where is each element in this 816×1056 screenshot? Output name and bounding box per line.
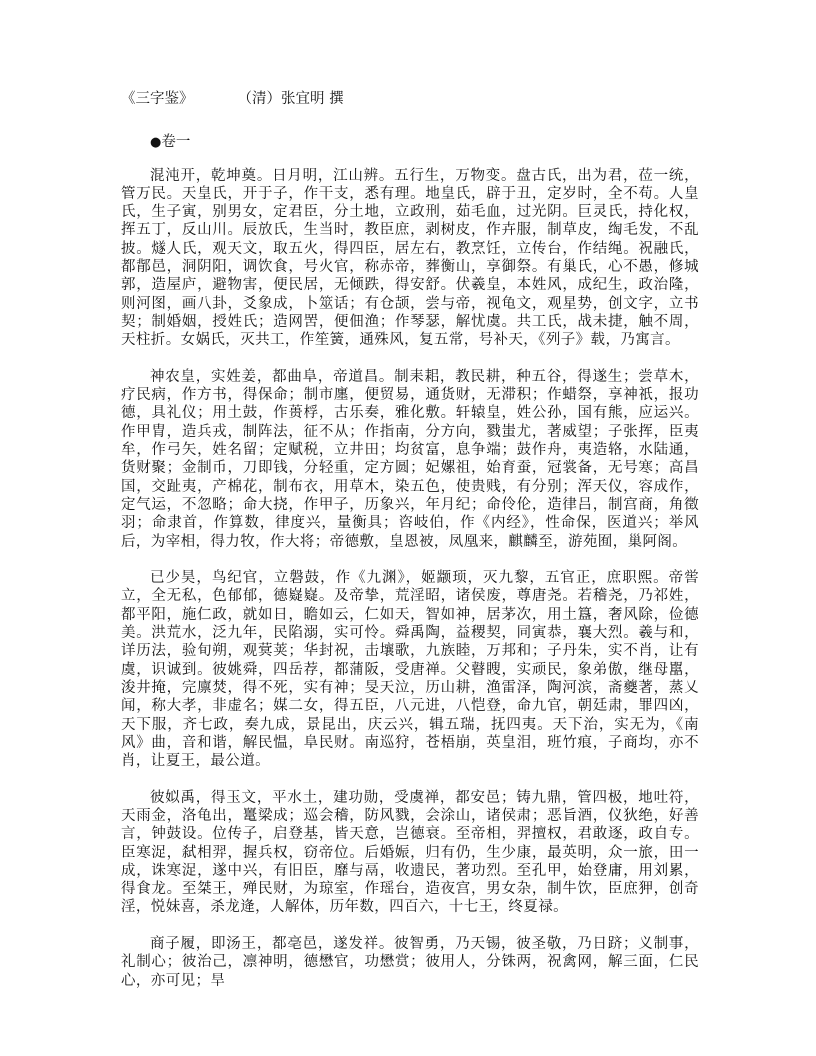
bullet-icon: ●: [150, 135, 162, 151]
paragraph-3: 已少昊，鸟纪官，立磐鼓，作《九渊》，姬颛顼，灭九黎，五官正，庶职熙。帝喾立，全无私，色郁郁，德嶷嶷。及帝挚，荒淫昭，诸侯废，尊唐尧。若稽尧，乃祁姓，都平阳，施仁政，就如日，瞻如云，仁如天，智如神，居茅次，用土簋，奢风除，俭德美。洪荒水，泛九年，民陷溺，实可怜。舜禹陶，益稷契，同寅恭，襄大烈。羲与和，详历法，验旬朔，观蓂荚；华封祝，击壤歌，九族睦，万邦和；子丹朱，实不肖，让有虞，识诚到。彼姚舜，四岳荐，都蒲阪，受唐禅。父瞽瞍，实顽民，象弟傲，继母嚚，浚井掩，完廪焚，得不死，实有神；旻天泣，历山耕，渔雷泽，陶河滨，斋夔著，蒸乂闻，称大孝，非虚名；媒二女，得五臣，八元进，八恺登，命九官，朝廷肃，罪四凶，天下服，齐七政，奏九成，景昆出，庆云兴，辑五瑞，抚四夷。天下治，实无为，《南风》曲，音和谐，解民愠，阜民财。南巡狩，苍梧崩，英皇泪，班竹痕，子商均，亦不肖，让夏王，最公道。: [121, 570, 699, 770]
paragraph-2: 神农皇，实姓姜，都曲阜，帝道昌。制耒耜，教民耕，种五谷，得遂生；尝草木，疗民病，作方书，得保命；制市廛，便贸易，通货财，无滞积；作蜡祭，享神祇，报功德，具礼仪；用土鼓，作蒉桴，古乐奏，雅化敷。轩辕皇，姓公孙，国有熊，应运兴。作甲胄，造兵戎，制阵法，征不从；作指南，分方向，戮蚩尤，著威望；子张挥，臣夷牟，作弓矢，姓名留；定赋税，立井田；均贫富，息争端；鼓作舟，夷造辂，水陆通，货财聚；金制币，刀即钱，分轻重，定方圆；妃嫘祖，始育蚕，冠裳备，无号寒；高昌国，交趾夷，产棉花，制布衣，用草木，染五色，使贵贱，有分别；浑天仪，容成作，定气运，不忽略；命大挠，作甲子，历象兴，年月纪；命伶伦，造律吕，制宫商，角徵羽；命隶首，作算数，律度兴，量衡具；咨岐伯，作《内经》，性命保，医道兴；举风后，为宰相，得力牧，作大将；帝德敷，皇恩被，凤凰来，麒麟至，游苑囿，巢阿阁。: [121, 368, 699, 550]
paragraph-1: 混沌开，乾坤奠。日月明，江山辨。五行生，万物变。盘古氏，出为君，莅一统，管万民。天皇氏，开于子，作干支，悉有理。地皇氏，辟于丑，定岁时，全不苟。人皇氏，生子寅，别男女，定君臣，分土地，立政刑，茹毛血，过光阴。巨灵氏，持化权，挥五丁，反山川。辰放氏，生当时，教臣庶，剥树皮，作卉服，制草皮，绹毛发，不乱披。燧人氏，观天文，取五火，得四臣，居左右，教烹饪，立传台，作结绳。祝融氏，都鄁邑，洞阴阳，调饮食，号火官，称赤帝，葬衡山，享御祭。有巢氏，心不愚，修城郭，造屋庐，避物害，便民居，无倾跌，得安舒。伏羲皇，本姓风，成纪生，政治隆，则河图，画八卦，爻象成，卜筮话；有仓颉，尝与帝，视龟文，观星势，创文字，立书契；制婚姻，授姓氏；造网罟，便佃渔；作琴瑟，解忧虞。共工氏，战未捷，触不周，天柱折。女娲氏，灭共工，作笙簧，通殊风，复五常，号补天，《列子》载，乃寓言。: [121, 167, 699, 349]
document-content: [121, 90, 699, 990]
book-title: 《三字鉴》: [121, 91, 194, 107]
paragraph-5: 商子履，即汤王，都亳邑，遂发祥。彼智勇，乃天锡，彼圣敬，乃日跻；义制事，礼制心；彼治己，凛神明，德懋官，功懋赏；彼用人，分铢两，祝禽网，解三面，仁民心，亦可见；旱: [121, 936, 699, 989]
section-heading: [121, 133, 699, 152]
paragraph-4: 彼姒禹，得玉文，平水土，建功勋，受虞禅，都安邑；铸九鼎，管四极，地吐符，天雨金，洛龟出，鼍梁成；巡会稽，防风戮，会涂山，诸侯肃；恶旨酒，仪狄绝，好善言，钟鼓设。位传子，启登基，皆天意，岂德衰。至帝相，羿擅权，君敢逐，政自专。臣寒浞，弑相羿，握兵权，窃帝位。后婚娠，归有仍，生少康，最英明，众一旅，田一成，诛寒浞，遂中兴，有旧臣，靡与鬲，收遗民，著功烈。至孔甲，始登庸，用刘累，得食龙。至桀王，殚民财，为琼室，作瑶台，造夜宫，男女杂，制牛饮，臣庶狎，创奇淫，悦妹喜，杀龙逄，人解体，历年数，四百六，十七王，终夏禄。: [121, 789, 699, 916]
author-byline: （清）张宜明 撰: [237, 91, 344, 107]
section-label: 卷一: [161, 134, 191, 151]
title-line: [121, 90, 699, 108]
